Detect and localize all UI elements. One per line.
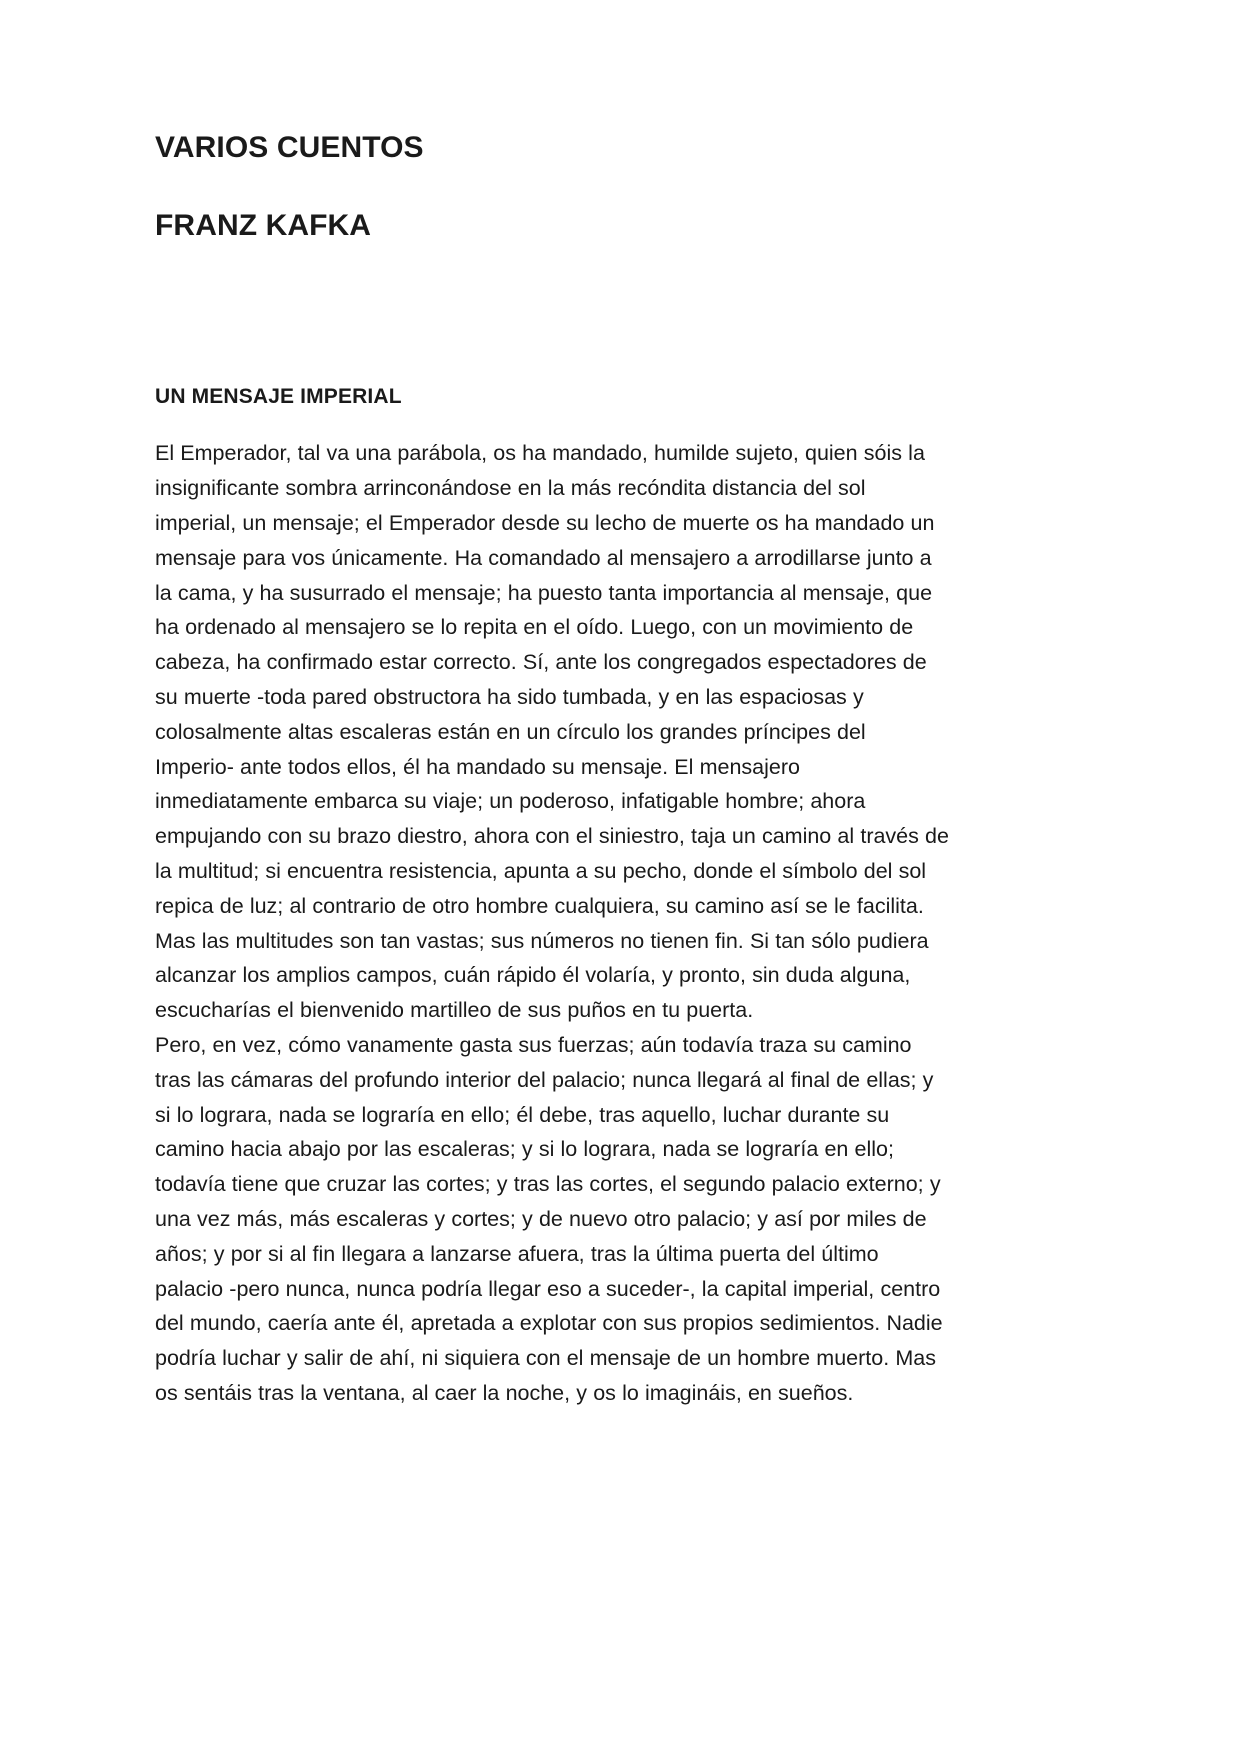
- document-title: VARIOS CUENTOS: [155, 131, 424, 164]
- body-paragraph: El Emperador, tal va una parábola, os ha mandado, humilde sujeto, quien sóis la insignificante sombra arrinconándose en la más recóndita distancia del sol imperial, un mensaje; el Emperador desde su lecho de muerte os ha mandado un mensaje para vos únicamente. Ha comandado al mensajero a arrodillarse junto a la cama, y ha susurrado el mensaje; ha puesto tanta importancia al mensaje, que ha ordenado al mensajero se lo repita en el oído. Luego, con un movimiento de cabeza, ha confirmado estar correcto. Sí, ante los congregados espectadores de su muerte -toda pared obstructora ha sido tumbada, y en las espaciosas y colosalmente altas escaleras están en un círculo los grandes príncipes del Imperio- ante todos ellos, él ha mandado su mensaje. El mensajero inmediatamente embarca su viaje; un poderoso, infatigable hombre; ahora empujando con su brazo diestro, ahora con el siniestro, taja un camino al través de la multitud; si encuentra resistencia, apunta a su pecho, donde el símbolo del sol repica de luz; al contrario de otro hombre cualquiera, su camino así se le facilita. Mas las multitudes son tan vastas; sus números no tienen fin. Si tan sólo pudiera alcanzar los amplios campos, cuán rápido él volaría, y pronto, sin duda alguna, escucharías el bienvenido martilleo de sus puños en tu puerta.: [155, 441, 949, 1023]
- document-author: FRANZ KAFKA: [155, 208, 372, 242]
- title-body-spacer: [155, 245, 955, 383]
- section-heading-un-mensaje-imperial: UN MENSAJE IMPERIAL: [155, 385, 402, 409]
- body-paragraph: Pero, en vez, cómo vanamente gasta sus fuerzas; aún todavía traza su camino tras las cámaras del profundo interior del palacio; nunca llegará al final de ellas; y si lo lograra, nada se lograría en ello; él debe, tras aquello, luchar durante su camino hacia abajo por las escaleras; y si lo lograra, nada se lograría en ello; todavía tiene que cruzar las cortes; y tras las cortes, el segundo palacio externo; y una vez más, más escaleras y cortes; y de nuevo otro palacio; y así por miles de años; y por si al fin llegara a lanzarse afuera, tras la última puerta del último palacio -pero nunca, nunca podría llegar eso a suceder-, la capital imperial, centro del mundo, caería ante él, apretada a explotar con sus propios sedimientos. Nadie podría luchar y salir de ahí, ni siquiera con el mensaje de un hombre muerto. Mas os sentáis tras la ventana, al caer la noche, y os lo imagináis, en sueños.: [155, 1033, 943, 1405]
- document-content: [155, 128, 955, 1411]
